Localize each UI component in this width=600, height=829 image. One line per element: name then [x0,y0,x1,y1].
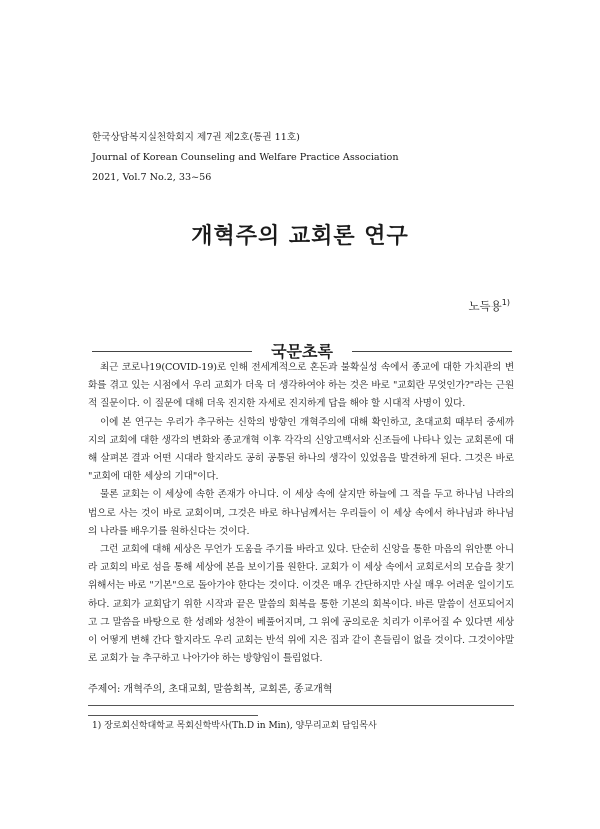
abstract-body [88,359,514,668]
journal-info [92,128,399,188]
abstract-paragraph: 최근 코로나19(COVID-19)로 인해 전세계적으로 혼돈과 불확실성 속에서 종교에 대한 가치관의 변화를 겪고 있는 시점에서 우리 교회가 더욱 더 생각하여야 하는 것은 바로 "교회란 무엇인가?"라는 근원적 질문이다. 이 질문에 대해 더욱 진지한 자세로 진지하게 답을 해야 할 시대적 사명이 있다. [88,362,514,410]
abstract-paragraph: 이에 본 연구는 우리가 추구하는 신학의 방향인 개혁주의에 대해 확인하고, 초대교회 때부터 중세까지의 교회에 대한 생각의 변화와 종교개혁 이후 각각의 신앙고백서와 신조들에 나타나 있는 교회론에 대해 살펴본 결과 어떤 시대라 할지라도 공히 공통된 하나의 생각이 있었음을 발견하게 된다. 그것은 바로 "교회에 대한 세상의 기대"이다. [88,416,514,483]
journal-issue: 2021, Vol.7 No.2, 33~56 [92,172,212,183]
author-name: 노득용 [468,299,502,313]
journal-korean-title: 한국상담복지실천학회지 제7권 제2호(통권 11호) [92,132,300,143]
keywords: 주제어: 개혁주의, 초대교회, 말씀회복, 교회론, 종교개혁 [88,684,333,695]
author [468,298,510,314]
journal-english-title: Journal of Korean Counseling and Welfare Practice Association [92,152,399,163]
author-footnote-mark: 1) [501,298,510,308]
abstract-paragraph: 그런 교회에 대해 세상은 무언가 도움을 주기를 바라고 있다. 단순히 신앙을 통한 마음의 위안뿐 아니라 교회의 바로 섬을 통해 세상에 본을 보이기를 원한다. 교회가 이 세상 속에서 교회로서의 모습을 찾기 위해서는 바로 "기본"으로 돌아가야 한다는 것이다. 이것은 매우 간단하지만 사실 매우 어려운 일이기도 하다. 교회가 교회답기 위한 시작과 끝은 말씀의 회복을 통한 기본의 회복이다. 바른 말씀이 선포되어지고 그 말씀을 바탕으로 한 성례와 성찬이 베풀어지며, 그 위에 공의로운 치리가 이루어질 수 있다면 세상이 어떻게 변해 간다 할지라도 우리 교회는 반석 위에 지은 집과 같이 흔들림이 없을 것이다. 그것이야말로 교회가 늘 추구하고 나아가야 하는 방향임이 틀림없다. [88,544,514,665]
footnote: 1) 장로회신학대학교 목회신학박사(Th.D in Min), 양무리교회 담임목사 [92,721,377,731]
abstract-paragraph: 물론 교회는 이 세상에 속한 존재가 아니다. 이 세상 속에 살지만 하늘에 그 적을 두고 하나님 나라의 법으로 사는 것이 바로 교회이며, 그것은 바로 하나님께서는 우리들이 이 세상 속에서 하나님과 하나님의 나라를 배우기를 원하신다는 것이다. [88,489,514,537]
paper-title: 개혁주의 교회론 연구 [191,224,409,249]
section-divider [88,705,514,706]
heading-rule-right [352,351,512,352]
footnote-divider [88,715,258,716]
abstract-heading-label: 국문초록 [271,342,333,361]
